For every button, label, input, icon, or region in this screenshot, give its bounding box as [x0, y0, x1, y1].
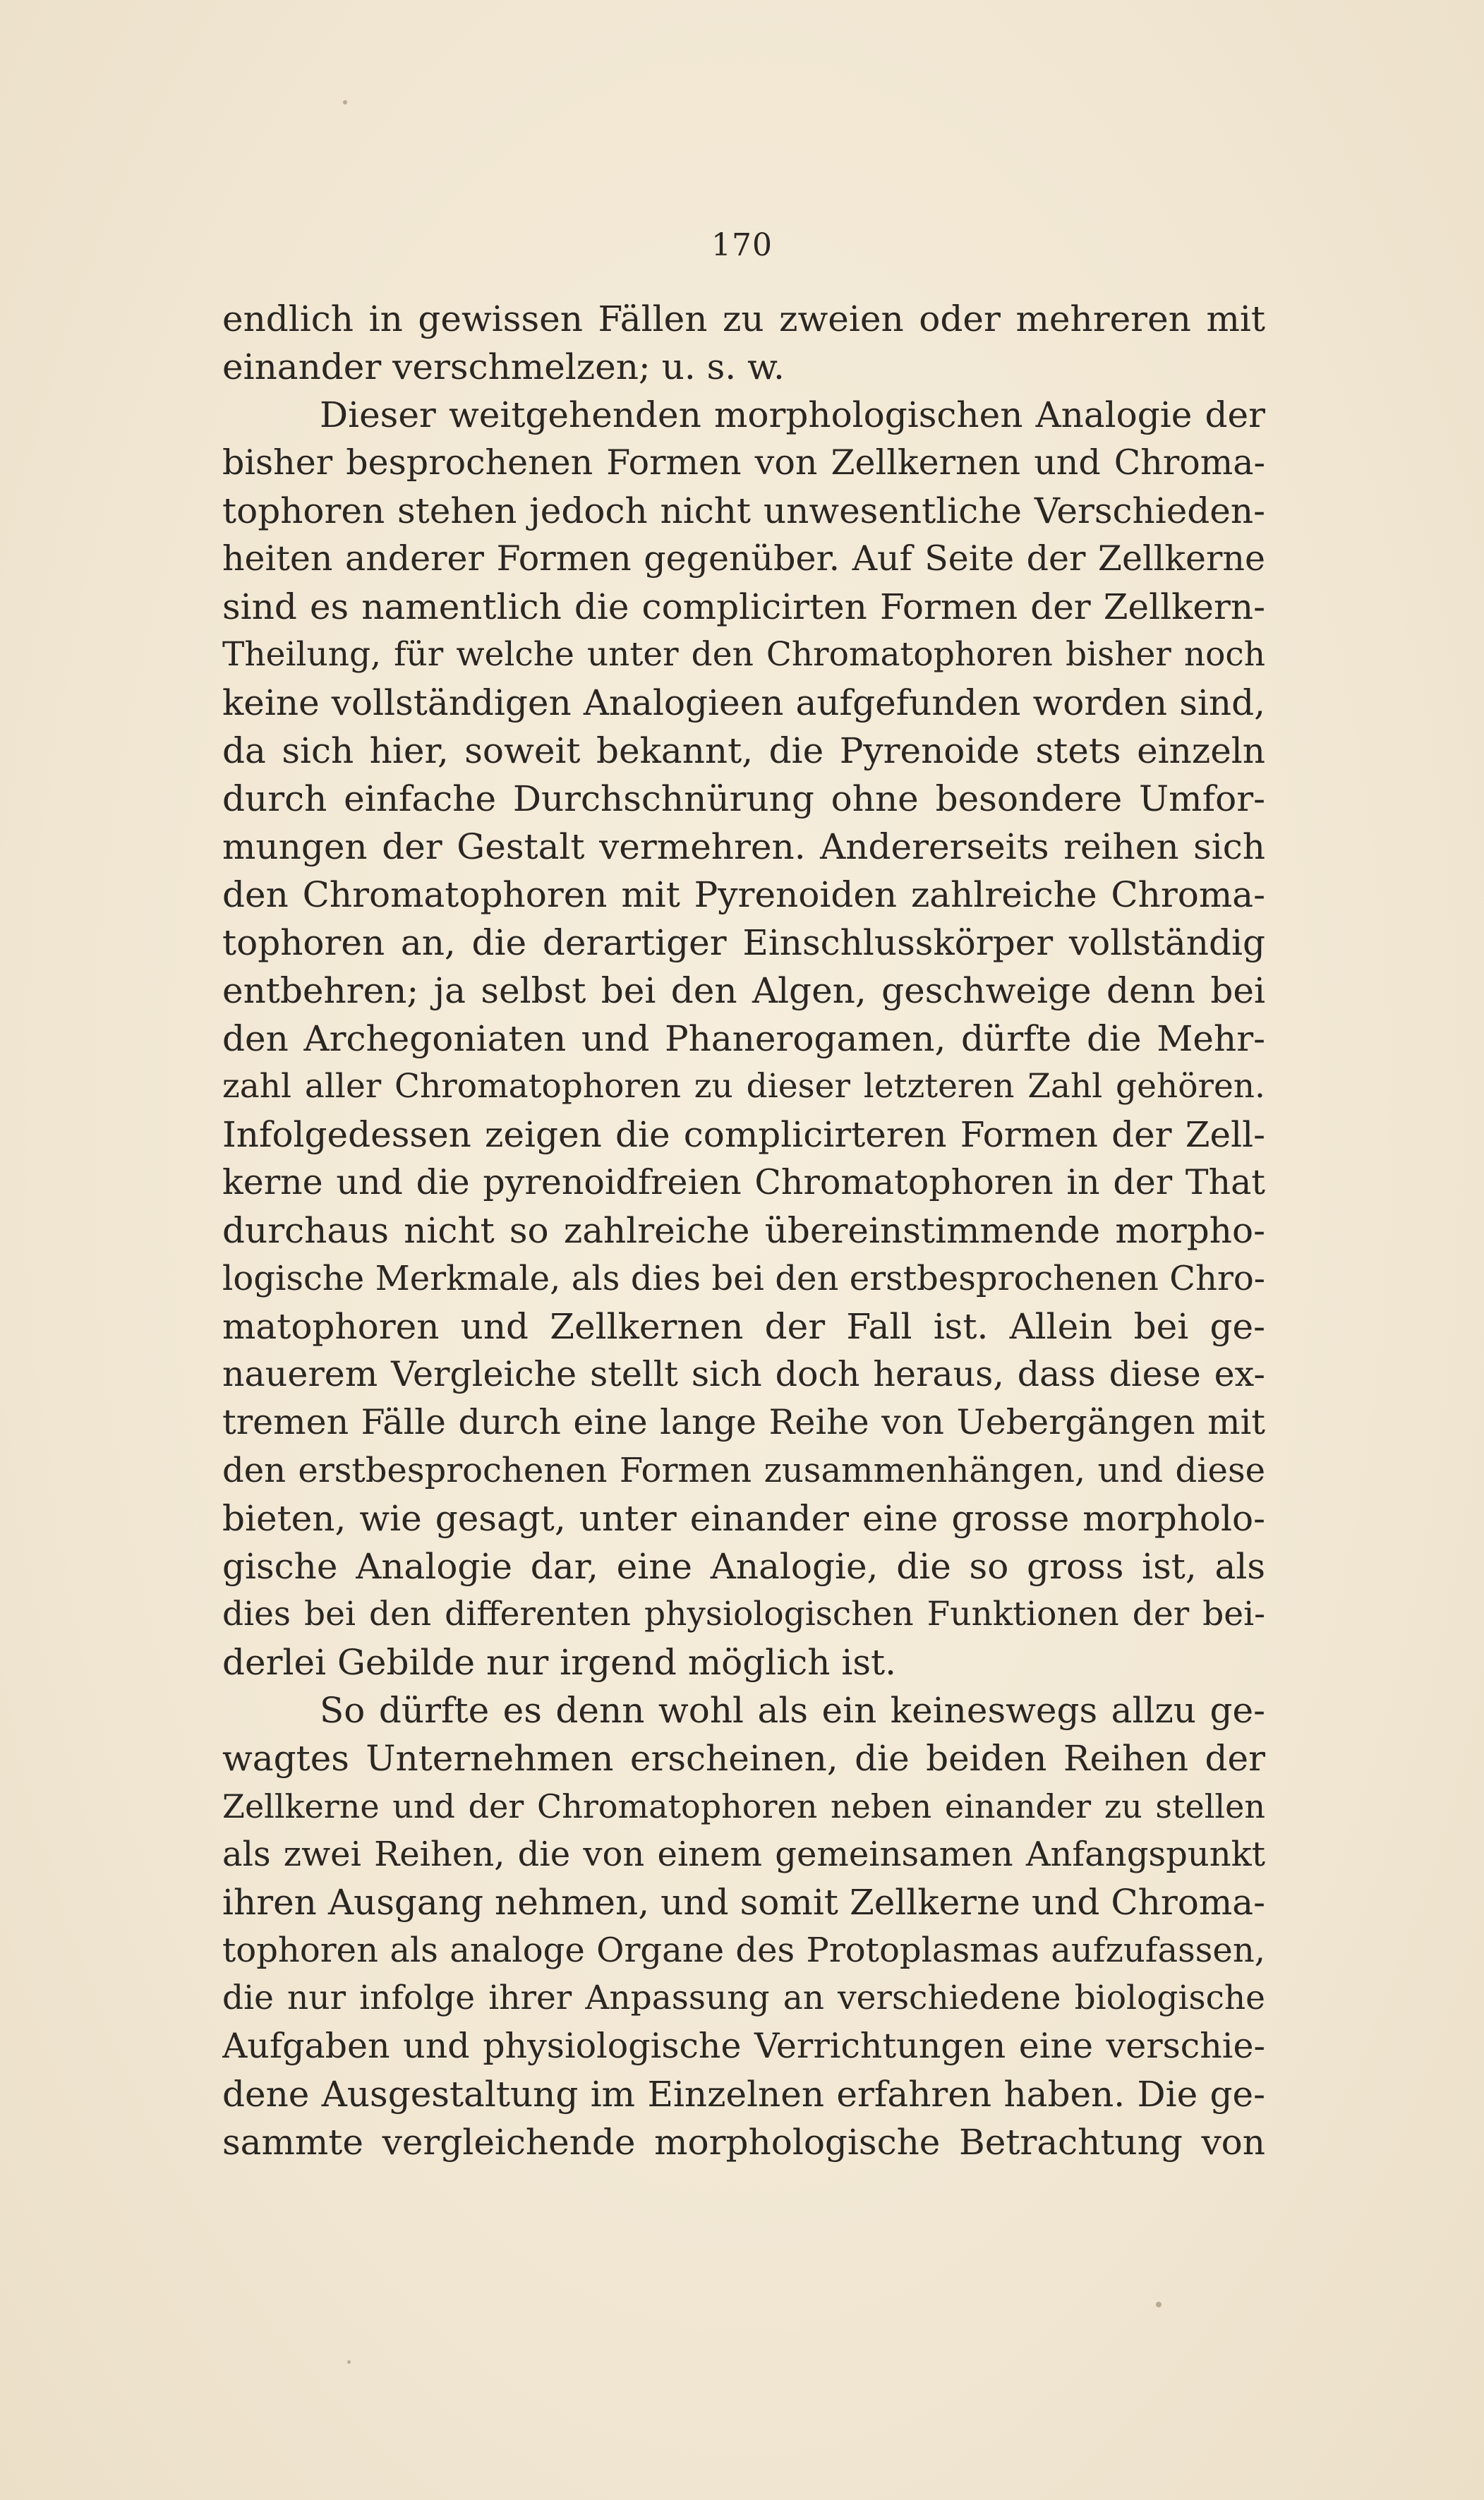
text-line: tophoren an, die derartiger Einschlusskörper vollständig: [222, 922, 1265, 963]
text-line: tophoren als analoge Organe des Protoplasmas aufzufassen,: [222, 1931, 1265, 1970]
text-line: Aufgaben und physiologische Verrichtungen eine verschie-: [222, 2026, 1265, 2066]
page-number: 170: [711, 227, 773, 263]
text-line: matophoren und Zellkernen der Fall ist. Allein bei ge-: [222, 1306, 1265, 1347]
text-line: bisher besprochenen Formen von Zellkernen und Chroma-: [222, 442, 1265, 483]
text-line: tophoren stehen jedoch nicht unwesentliche Verschieden-: [222, 490, 1265, 531]
text-line: den Archegoniaten und Phanerogamen, dürfte die Mehr-: [222, 1018, 1265, 1059]
paper-speck: [347, 2360, 351, 2364]
text-line: mungen der Gestalt vermehren. Andererseits reihen sich: [222, 826, 1265, 867]
text-line: zahl aller Chromatophoren zu dieser letzteren Zahl gehören.: [222, 1067, 1265, 1106]
paper-speck: [1156, 2302, 1162, 2307]
text-line: einander verschmelzen; u. s. w.: [222, 346, 785, 387]
text-line: keine vollständigen Analogieen aufgefunden worden sind,: [222, 682, 1265, 723]
text-line: nauerem Vergleiche stellt sich doch heraus, dass diese ex-: [222, 1354, 1265, 1394]
text-line: Zellkerne und der Chromatophoren neben einander zu stellen: [222, 1787, 1265, 1825]
text-line: die nur infolge ihrer Anpassung an verschiedene biologische: [222, 1979, 1265, 2017]
text-line: Infolgedessen zeigen die complicirteren Formen der Zell-: [222, 1114, 1265, 1155]
text-line: derlei Gebilde nur irgend möglich ist.: [222, 1642, 897, 1683]
text-line: bieten, wie gesagt, unter einander eine grosse morpholo-: [222, 1498, 1265, 1539]
text-line: sind es namentlich die complicirten Formen der Zellkern-: [222, 586, 1265, 627]
text-line: wagtes Unternehmen erscheinen, die beiden Reihen der: [222, 1738, 1265, 1779]
text-line: logische Merkmale, als dies bei den erstbesprochenen Chro-: [222, 1259, 1265, 1298]
text-line: da sich hier, soweit bekannt, die Pyrenoide stets einzeln: [222, 730, 1265, 771]
text-line: als zwei Reihen, die von einem gemeinsamen Anfangspunkt: [222, 1835, 1265, 1874]
text-line: den erstbesprochenen Formen zusammenhängen, und diese: [222, 1451, 1265, 1490]
text-line: So dürfte es denn wohl als ein keineswegs allzu ge-: [320, 1690, 1265, 1731]
paper-speck: [343, 100, 347, 104]
text-line: sammte vergleichende morphologische Betrachtung von: [222, 2122, 1265, 2163]
text-line: durch einfache Durchschnürung ohne besondere Umfor-: [222, 778, 1265, 819]
text-line: tremen Fälle durch eine lange Reihe von Uebergängen mit: [222, 1402, 1265, 1442]
text-line: ihren Ausgang nehmen, und somit Zellkerne und Chroma-: [222, 1882, 1265, 1923]
text-line: Theilung, für welche unter den Chromatophoren bisher noch: [222, 635, 1265, 674]
text-line: den Chromatophoren mit Pyrenoiden zahlreiche Chroma-: [222, 874, 1265, 915]
text-line: kerne und die pyrenoidfreien Chromatophoren in der That: [222, 1162, 1265, 1202]
body-text: [222, 295, 1265, 2166]
text-line: gische Analogie dar, eine Analogie, die so gross ist, als: [222, 1546, 1265, 1587]
text-line: heiten anderer Formen gegenüber. Auf Seite der Zellkerne: [222, 538, 1265, 579]
text-line: endlich in gewissen Fällen zu zweien oder mehreren mit: [222, 298, 1265, 339]
text-line: durchaus nicht so zahlreiche übereinstimmende morpho-: [222, 1210, 1265, 1251]
text-line: dene Ausgestaltung im Einzelnen erfahren haben. Die ge-: [222, 2074, 1265, 2115]
text-line: dies bei den differenten physiologischen Funktionen der bei-: [222, 1595, 1265, 1634]
text-line: entbehren; ja selbst bei den Algen, geschweige denn bei: [222, 970, 1265, 1011]
text-line: Dieser weitgehenden morphologischen Analogie der: [320, 394, 1265, 435]
